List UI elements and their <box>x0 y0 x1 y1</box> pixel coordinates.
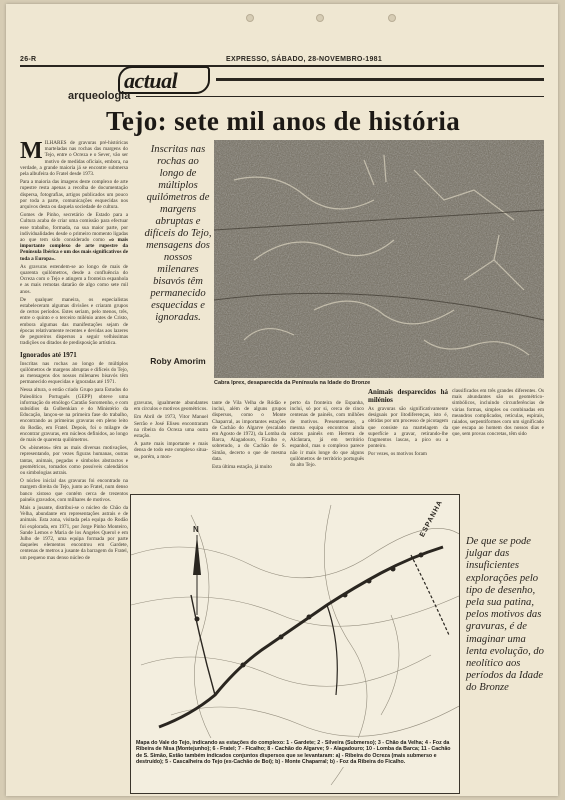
article-column-2 <box>134 400 208 488</box>
headline: Tejo: sete mil anos de história <box>106 106 461 136</box>
newspaper-page <box>6 4 558 796</box>
paragraph: Inscritas nas rochas ao longo de múltiplos quilómetros de margens abruptas e difíceis do Tejo, as mensagens dos nossos milenares bisavós têm permanecido esquecidas e ignoradas até 1971. <box>20 360 128 386</box>
north-arrow-label: N <box>193 525 199 534</box>
drop-cap: M <box>20 140 43 164</box>
subheading: Ignorados até 1971 <box>20 350 77 359</box>
paragraph: Para a maioria das imagens deste complexo de arte rupestre resta apenas a recolha de documentação dispersa, fotografias, artigos publicados um pouco por toda a parte, comunicações esquecidas nos arquivos desta ou daquela sociedade de cultura. <box>20 179 128 211</box>
paragraph: tante de Vila Velha de Ródão e inclui, além de alguns grupos dispersos, como o Monte Chaparral, as importantes estações de Cachão do Algarve (escalado em Agosto de 1972), da Lomba da Barca, Alagadouro, Ficalho e, sobretudo, a do Cachão de S. Simão, decerto o que de mesma data. <box>212 400 286 462</box>
page-number: 26-R <box>20 56 37 63</box>
paragraph: As gravuras estendem-se ao longo de mais de quarenta quilómetros, desde a confluência do Ocreza com o Tejo e atingem a fronteira espanhola e as mais remotas datarão de algo como sete mil anos. <box>20 263 128 295</box>
paragraph: Por vezes, os motivos foram <box>368 451 427 458</box>
section-title: arqueologia <box>68 90 131 102</box>
paragraph: Gomes de Pinho, secretário de Estado para a Cultura acaba de criar uma comissão para efectuar esse trabalho, formada, na sua maior parte, por individualidades desde o primeiro momento ligadas ao que tem sido considerado como «o mais importante complexo de arte rupestre da Península Ibérica e um dos mais significativos de toda a Europa». <box>20 212 128 262</box>
paragraph: perto da fronteira de Espanha, inclui, só por si, cerca de cinco centenas de painéis, com milhões de motivos. Presentemente, a mesma equipa encontrou ainda outros painéis em Herrera de Alcântara, já em território espanhol, mas o complexo parece não ir mais longe do que alguns quilómetros de território português do alto Tejo. <box>290 400 364 469</box>
paragraph: A parte mais importante e mais densa de todo este complexo situa-se, porém, a mon- <box>134 441 208 460</box>
paragraph: As gravuras são significativamente desiguais por litodiferenças, isto é, obtidas por um processo de picotagem que consiste na martelagem da superfície a gravar, retirando-lhe fragmentos lascas, a pico ou a ponteiro. <box>368 406 448 450</box>
bold-quote: «o mais importante complexo de arte rupestre da Península Ibérica e um dos mais significativos de toda a Europa». <box>20 237 128 262</box>
pull-quote-2: De que se pode julgar das insuficientes explorações pelo tipo de desenho, pela sua patina, pelos motivos das gravuras, é de imaginar uma lenta evolução, do neolítico aos períodos da Idade do Bronze <box>466 536 544 694</box>
section-logo: actual <box>124 68 178 93</box>
paragraph: Os «bisnetos» têm as mais diversas motivações, representando, por vezes figuras humanas, outras tantas, animais, pegadas e símbolos abstractos e geométricos, tomados como possíveis calendários ou simbologias astrais. <box>20 445 128 476</box>
section-rule <box>216 78 544 81</box>
punch-hole <box>316 14 324 22</box>
paragraph: Nessa altura, o então criado Grupo para Estudos do Paleolítico Português (GEPP) obteve uma informação do etnólogo Caratão Soromenho, e com subsídios da Gulbenkian e do Ministério da Educação, lançou-se na primeira fase do trabalho, encontrando as primeiras gravuras em pleno leito do Rodão, em Fratel. Depois, foi o milagre de encontrar gravuras, em núcleos definidos, ao longo de mais de quarenta quilómetros. <box>20 387 128 443</box>
subheading: Animais desparecidos há milénios <box>368 388 448 404</box>
pull-quote: Inscritas nas rochas ao longo de múltiplos quilómetros de margens abruptas e difíceis do Tejo, mensagens dos nossos milenares bisavós têm permanecido esquecidas e ignoradas. <box>144 144 212 323</box>
header-rule <box>20 65 544 67</box>
paragraph: Em Abril de 1973, Vitor Manuel Serrão e José Eliseu encontraram na ribeira do Ocreza uma outra estação. <box>134 414 208 440</box>
paragraph: De qualquer maneira, os especialistas estabeleceram algumas divisões e criaram grupos de certos períodos. Estes seriam, pelo menos, três, entre o quinto e o terceiro milénio antes de Cristo, embora algumas das manifestações sejam de épocas relativamente recentes e devidas aos lazeres de pegureiros dispersos a seguir velhissimas tradições ou ditados de predisposição artística. <box>20 296 128 347</box>
article-column-3 <box>212 400 286 488</box>
photo-texture <box>214 140 544 378</box>
lead-paragraph: MILHARES de gravuras pré-históricas marteladas nas rochas das margens do Tejo, entre o Ocreza e o Sever, vão ser motivo de medidas oficiais, embora, na verdade, a grande maioria já se encontre submersa pela albufeira do Fratel desde 1973. <box>20 140 128 178</box>
punch-hole <box>388 14 396 22</box>
article-column-4 <box>290 400 364 488</box>
photo-caption: Cabra Iprex, desaparecida da Península na Idade do Bronze <box>214 380 371 386</box>
article-column-5 <box>368 388 448 488</box>
map-caption: Mapa do Vale do Tejo, indicando as estações do complexo: 1 - Gardete; 2 - Silveira (Submerso); 3 - Chão da Velha; 4 - Foz da Ribeira de Nisa (Montejunho); 6 - Fratel; 7 - Ficalho; 8 - Cachão do Algarve; 9 - Alagadouro; 10 - Lomba da Barca; 11 - Cachão de S. Simão, Estão também indicados conjuntos dispersos que se levantaram: a) - Ribeira do Ocreza (mais submerso e destruído); 5 - Cascalheira do Tejo (ex-Cachão de Boi); b) - Monte Chaparral; b) - Foz da Ribeira do Ficalho. <box>136 738 458 767</box>
dateline: EXPRESSO, SÁBADO, 28-NOVEMBRO-1981 <box>226 56 383 63</box>
section-rule-thin <box>136 96 544 97</box>
article-column-6 <box>452 388 544 488</box>
paragraph: gravuras, igualmente abundantes em círculos e motivos geométricos. <box>134 400 208 413</box>
paragraph: O núcleo inicial das gravuras foi encontrado na margem direita do Tejo, junto ao Fratel, num denso banco xistoso que contém cerca de trezentos painéis gravados, com milhares de motivos. <box>20 478 128 503</box>
paragraph: classificados em três grandes diferentes. Os mais abundantes são os geométrico-simbólicos, incluindo circunferências de várias formas, simples ou combinadas em meandros complicados, retículas, espirais, raiados, serpentiformes com um significado que escapa ao homem dos nossos dias e que, sem provas concretas, têm sido <box>452 388 544 438</box>
country-label: ESPANHA <box>419 499 445 539</box>
rock-carving-photo <box>214 140 544 378</box>
paragraph: Mais a jusante, distribui-se o núcleo do Chão da Velha, abundante em representações astrais e de animais. Esta zona, visitada pela equipa do Rodão foi explorada, em 1971, por Jorge Pinho Monteiro, Sande Lemos e Maria de los Angeles Querol e em Julho de 1972, uma equipa formada por parte daqueles elementos encontrou em Gardete, centenas de metros a jusante da barragem do Fratel, um pequeno mas denso núcleo de <box>20 504 128 561</box>
byline: Roby Amorim <box>150 356 206 366</box>
paragraph: Esta última estação, já muito <box>212 464 272 471</box>
punch-hole <box>246 14 254 22</box>
article-column-1 <box>20 140 128 792</box>
